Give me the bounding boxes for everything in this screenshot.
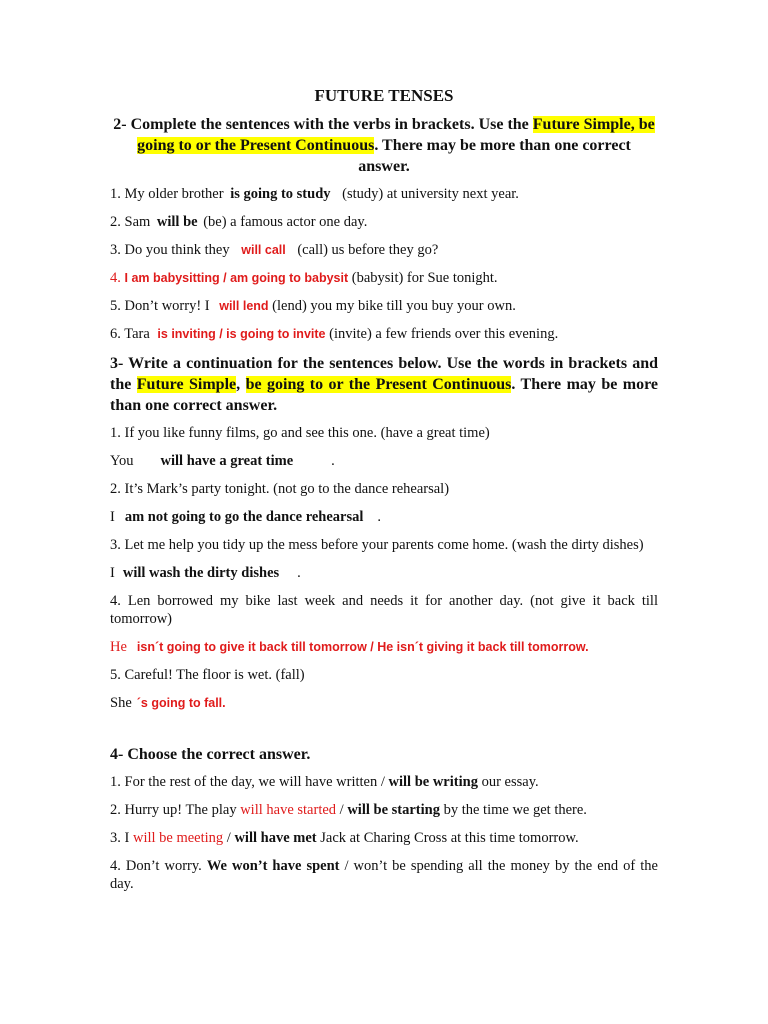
s3-a-1-end: . <box>331 453 335 469</box>
s4-item-2-text: 2. Hurry up! The play <box>110 802 241 818</box>
s4-item-3-rest: Jack at Charing Cross at this time tomorrow. <box>316 830 579 846</box>
s4-item-2-answer: will be starting <box>347 802 440 818</box>
section-2-heading <box>110 114 658 177</box>
section-3-heading-end: . There may be more than one correct answer. <box>110 376 659 414</box>
section-spacer <box>110 722 658 744</box>
s2-item-6 <box>110 325 658 343</box>
s4-item-1-text: 1. For the rest of the day, we will have written / <box>110 774 389 790</box>
s2-item-1-text: 1. My older brother <box>110 186 228 202</box>
s3-a-5 <box>110 694 658 712</box>
s2-item-4-rest: (babysit) for Sue tonight. <box>348 270 498 286</box>
s3-q-1: 1. If you like funny films, go and see this one. (have a great time) <box>110 425 490 441</box>
s3-a-1 <box>110 452 658 470</box>
s2-item-5-rest: (lend) you my bike till you buy your own. <box>268 298 516 314</box>
s3-a-2 <box>110 508 658 526</box>
s2-item-4-answer: I am babysitting / am going to babysit <box>124 271 349 285</box>
s4-item-3-answer: will have met <box>234 830 317 846</box>
s2-item-2-rest: (be) a famous actor one day. <box>199 214 368 230</box>
s3-a-4-answer: isn´t going to give it back till tomorrow / He isn´t giving it back till tomorrow. <box>136 640 589 654</box>
s3-q-2: 2. It’s Mark’s party tonight. (not go to the dance rehearsal) <box>110 481 450 497</box>
s4-item-4-text: 4. Don’t worry. <box>110 858 207 874</box>
s2-item-2-text: 2. Sam <box>110 214 154 230</box>
s4-item-4 <box>110 857 658 893</box>
s2-item-5-text: 5. Don’t worry! I <box>110 298 214 314</box>
s3-a-1-answer: will have a great time <box>160 453 294 469</box>
section-3-heading-highlight-1: Future Simple <box>136 376 237 393</box>
s4-item-2-sep: / <box>336 802 348 818</box>
s4-item-1-answer: will be writing <box>388 774 478 790</box>
s4-item-2-rest: by the time we get there. <box>439 802 587 818</box>
s3-a-3-end: . <box>297 565 301 581</box>
s3-a-5-subject: She <box>110 695 132 711</box>
s2-item-1-answer: is going to study <box>230 186 331 202</box>
s3-a-4-subject: He <box>110 639 127 655</box>
s3-a-3 <box>110 564 658 582</box>
s3-q-4: 4. Len borrowed my bike last week and needs it for another day. (not give it back till tomorrow) <box>110 593 658 627</box>
worksheet-page <box>110 86 658 903</box>
s2-item-5 <box>110 297 658 315</box>
s2-item-2 <box>110 213 658 231</box>
s2-item-6-answer: is inviting / is going to invite <box>157 327 326 341</box>
page-title: FUTURE TENSES <box>314 86 454 105</box>
s3-a-5-answer: ´s going to fall. <box>136 696 226 710</box>
section-2-heading-highlight: Future Simple, be going to or the Present Continuous <box>137 116 655 154</box>
s4-item-2-option-red: will have started <box>240 802 337 818</box>
section-3-heading <box>110 353 658 416</box>
s2-item-3-rest: (call) us before they go? <box>293 242 439 258</box>
section-4-heading: 4- Choose the correct answer. <box>110 746 311 763</box>
section-3-heading-comma: , <box>236 376 246 393</box>
s4-item-3-sep: / <box>223 830 235 846</box>
s3-a-3-subject: I <box>110 565 115 581</box>
section-2-heading-text: 2- Complete the sentences with the verbs in brackets. Use the <box>113 116 533 133</box>
s4-item-1 <box>110 773 658 791</box>
s3-a-4 <box>110 638 658 656</box>
s3-a-2-answer: am not going to go the dance rehearsal <box>124 509 364 525</box>
s2-item-1-rest: (study) at university next year. <box>338 186 519 202</box>
s2-item-1 <box>110 185 658 203</box>
s3-a-2-end: . <box>377 509 382 525</box>
s4-item-3-text: 3. I <box>110 830 133 846</box>
section-2-heading-end: . There may be more than one correct answer. <box>358 137 631 175</box>
s2-item-2-answer: will be <box>156 214 198 230</box>
section-3-heading-highlight-2: be going to or the Present Continuous <box>245 376 512 393</box>
s4-item-1-rest: our essay. <box>477 774 539 790</box>
s2-item-3-text: 3. Do you think they <box>110 242 234 258</box>
s4-item-4-rest: / won’t be spending all the money by the end of the day. <box>110 858 658 892</box>
s4-item-4-answer: We won’t have spent <box>206 858 340 874</box>
s2-item-4 <box>110 269 658 287</box>
s4-item-2 <box>110 801 658 819</box>
s3-a-1-subject: You <box>110 453 134 469</box>
s4-item-3-option-red: will be meeting <box>132 830 224 846</box>
s2-item-6-rest: (invite) a few friends over this evening. <box>325 326 559 342</box>
s2-item-5-answer: will lend <box>219 299 269 313</box>
s3-q-5: 5. Careful! The floor is wet. (fall) <box>110 667 305 683</box>
s3-a-3-answer: will wash the dirty dishes <box>122 565 280 581</box>
s2-item-4-text: 4. <box>110 270 125 286</box>
s2-item-3 <box>110 241 658 259</box>
s3-a-2-subject: I <box>110 509 115 525</box>
s2-item-6-text: 6. Tara <box>110 326 154 342</box>
s2-item-3-answer: will call <box>241 243 286 257</box>
s4-item-3 <box>110 829 658 847</box>
s3-q-3: 3. Let me help you tidy up the mess before your parents come home. (wash the dirty dishes) <box>110 537 644 553</box>
section-3-heading-text: 3- Write a continuation for the sentences below. Use the words in brackets and the <box>110 355 658 393</box>
